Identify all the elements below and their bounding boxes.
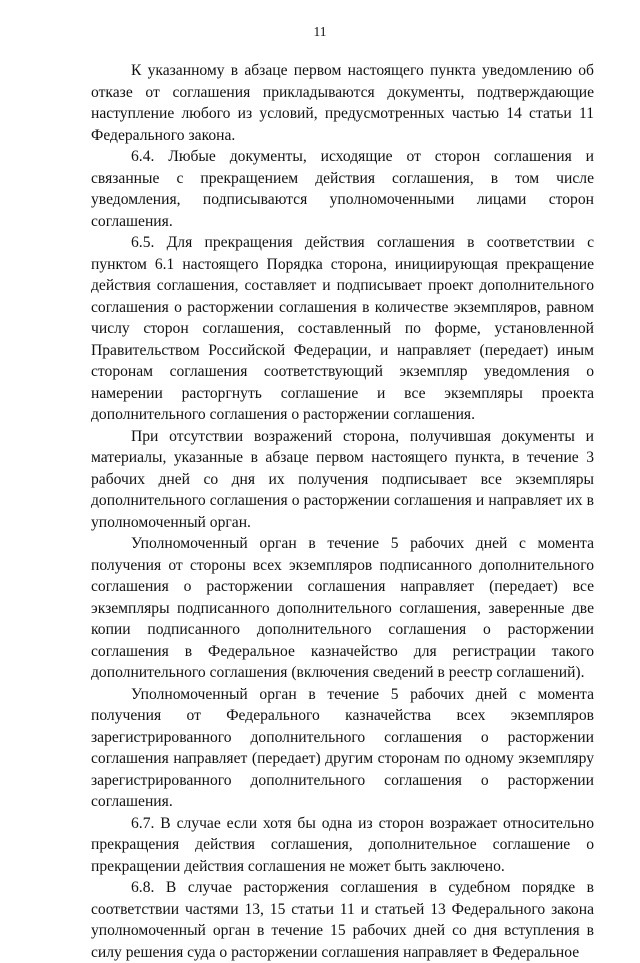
paragraph-6-7: 6.7. В случае если хотя бы одна из сторон возражает относительно прекращения действия соглашения, дополнительное соглашение о прекращении действия соглашения не может быть заключено. xyxy=(91,814,594,875)
document-body xyxy=(91,60,594,963)
paragraph-attachment-note: К указанному в абзаце первом настоящего пункта уведомлению об отказе от соглашения прикладываются документы, подтверждающие наступление любого из условий, предусмотренных частью 14 статьи 11 Федерального закона. xyxy=(91,62,594,144)
paragraph-no-objections: При отсутствии возражений сторона, получившая документы и материалы, указанные в абзаце первом настоящего пункта, в течение 3 рабочих дней со дня их получения подписывает все экземпляры дополнительного соглашения о расторжении соглашения и направляет их в уполномоченный орган. xyxy=(91,427,594,531)
paragraph-6-4: 6.4. Любые документы, исходящие от сторон соглашения и связанные с прекращением действия соглашения, в том числе уведомления, подписываются уполномоченными лицами сторон соглашения. xyxy=(91,148,594,230)
paragraph-distribution: Уполномоченный орган в течение 5 рабочих дней с момента получения от Федерального казначейства всех экземпляров зарегистрированного дополнительного соглашения о расторжении соглашения направляет (передает) другим сторонам по одному экземпляру зарегистрированного дополнительного соглашения о расторжении соглашения. xyxy=(91,685,594,810)
paragraph-6-5: 6.5. Для прекращения действия соглашения в соответствии с пунктом 6.1 настоящего Порядка сторона, инициирующая прекращение действия соглашения, составляет и подписывает проект дополнительного соглашения о расторжении соглашения в количестве экземпляров, равном числу сторон соглашения, составленный по форме, установленной Правительством Российской Федерации, и направляет (передает) иным сторонам соглашения соответствующий экземпляр уведомления о намерении расторгнуть соглашение и все экземпляры проекта дополнительного соглашения о расторжении соглашения. xyxy=(91,234,594,423)
paragraph-treasury-registration: Уполномоченный орган в течение 5 рабочих дней с момента получения от стороны всех экземпляров подписанного дополнительного соглашения о расторжении соглашения направляет (передает) все экземпляры подписанного дополнительного соглашения, заверенные две копии подписанного дополнительного соглашения о расторжении соглашения в Федеральное казначейство для регистрации такого дополнительного соглашения (включения сведений в реестр соглашений). xyxy=(91,535,594,681)
page-number: 11 xyxy=(313,24,327,39)
paragraph-6-8: 6.8. В случае расторжения соглашения в судебном порядке в соответствии частями 13, 15 статьи 11 и статьей 13 Федерального закона уполномоченный орган в течение 15 рабочих дней со дня вступления в силу решения суда о расторжении соглашения направляет в Федеральное xyxy=(91,879,594,961)
